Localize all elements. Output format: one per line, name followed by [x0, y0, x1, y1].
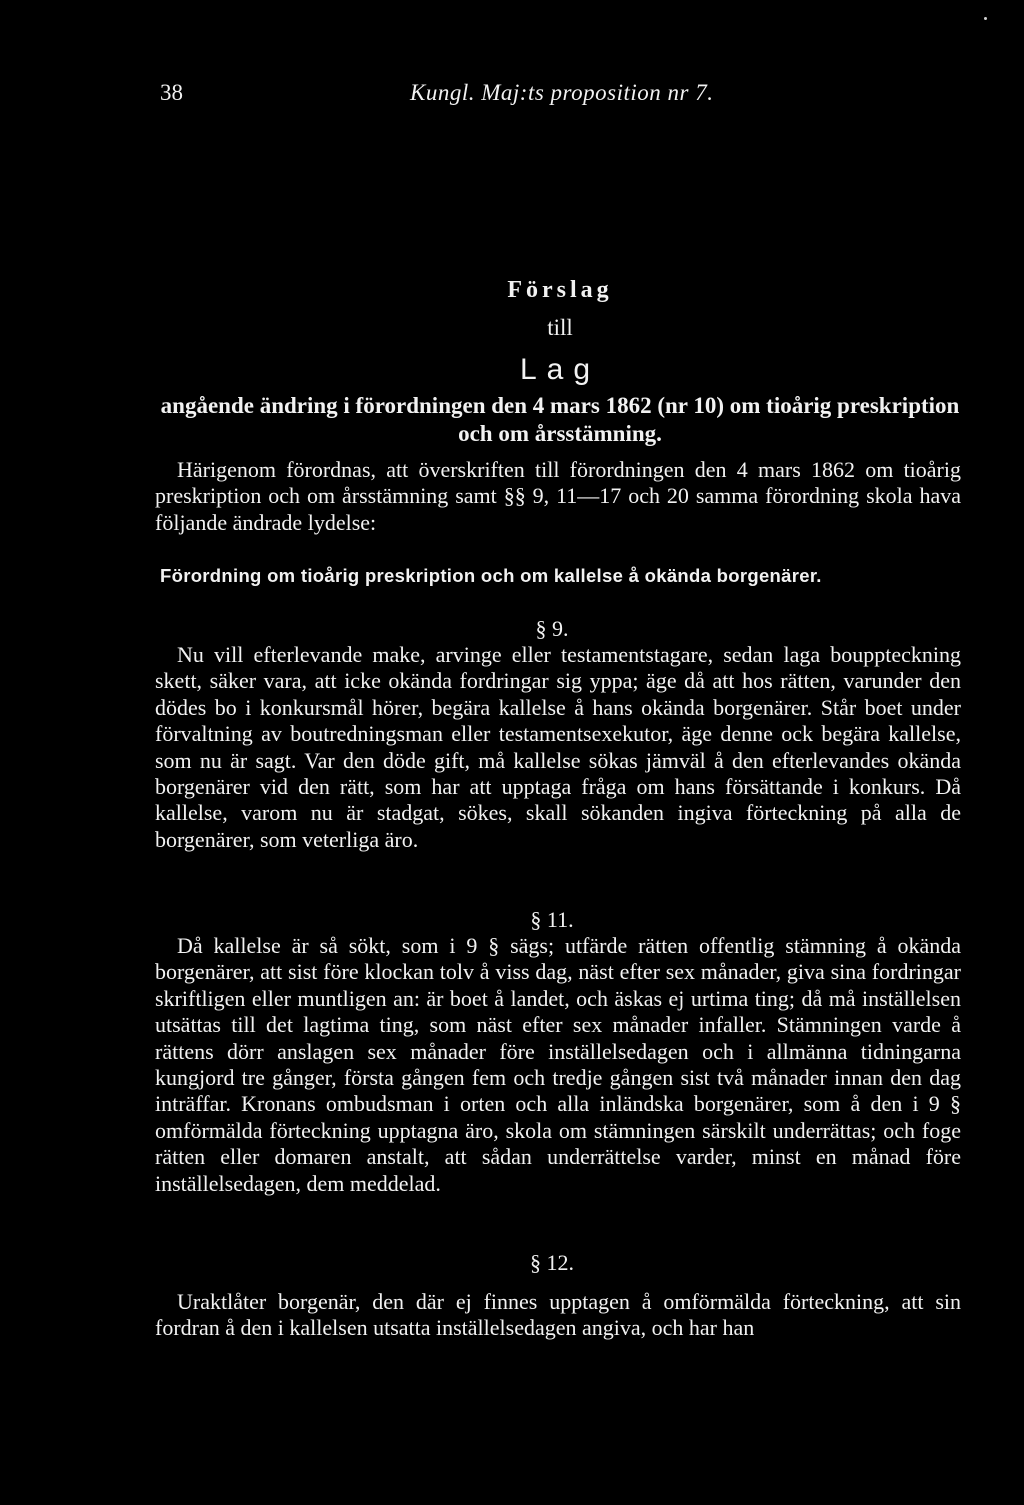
page-number: 38: [160, 80, 183, 105]
title-forslag: Förslag: [507, 277, 613, 303]
ordinance-title: Förordning om tioårig preskription och om kallelse å okända borgenärer.: [160, 565, 822, 586]
title-lag: Lag: [519, 353, 601, 386]
page-header: [160, 80, 960, 116]
title-till: till: [547, 315, 573, 340]
title-block: [150, 274, 970, 448]
section-11-text: Då kallelse är så sökt, som i 9 § sägs; utfärde rätten offentlig stämning å okända borgenärer, att sist före klockan tolv å viss dag, näst efter sex månader, giva sina fordringar skriftligen eller muntligen an: är boet å landet, och äskas ej urtima ting; då må inställelsen utsättas till det lagtima ting, som näst efter sex månader infaller. Stämningen varde å rättens dörr anslagen sex månader före inställelsedagen och i allmänna tidningarna kungjord tre gånger, första gången fem och tredje gången sist två månader innan den dag inträffar. Kronans ombudsman i orten och alla inländska borgenärer, som å den i 9 § omförmälda förteckning upptagna äro, skola om stämningen särskilt underrättas; och foge rätten eller domaren anstalt, att sådan underrättelse varder, minst en månad före inställelsedagen, dem meddelad.: [155, 933, 961, 1196]
running-title: Kungl. Maj:ts proposition nr 7.: [410, 80, 714, 105]
scan-speck: [984, 17, 987, 20]
section-heading-12: § 12.: [530, 1250, 574, 1275]
intro-paragraph: Härigenom förordnas, att överskriften till förordningen den 4 mars 1862 om tioårig preskription och om årsstämning samt §§ 9, 11—17 och 20 samma förordning skola hava följande ändrade lydelse:: [155, 457, 961, 535]
title-subtitle: angående ändring i förordningen den 4 mars 1862 (nr 10) om tioårig preskription och om årsstämning.: [160, 393, 960, 446]
section-heading-9: § 9.: [535, 616, 569, 641]
section-9-text: Nu vill efterlevande make, arvinge eller testamentstagare, sedan laga bouppteckning skett, säker vara, att icke okända fordringar sig yppa; äge då att hos rätten, varunder den dödes bo i konkursmål hörer, begära kallelse å hans okända borgenärer. Står boet under förvaltning av boutredningsman eller testamentsexekutor, äge denne ock begära kallelse, som nu är sagt. Var den döde gift, må kallelse sökas jämväl å den efterlevandes okända borgenärer vid den rätt, som har att upptaga fråga om hans försättande i konkurs. Då kallelse, varom nu är stadgat, sökes, skall sökanden ingiva förteckning på alla de borgenärer, som veterliga äro.: [155, 642, 961, 852]
section-12-text: Uraktlåter borgenär, den där ej finnes upptagen å omförmälda förteckning, att sin fordran å den i kallelsen utsatta inställelsedagen angiva, och har han: [155, 1289, 961, 1341]
section-heading-11: § 11.: [530, 907, 574, 932]
